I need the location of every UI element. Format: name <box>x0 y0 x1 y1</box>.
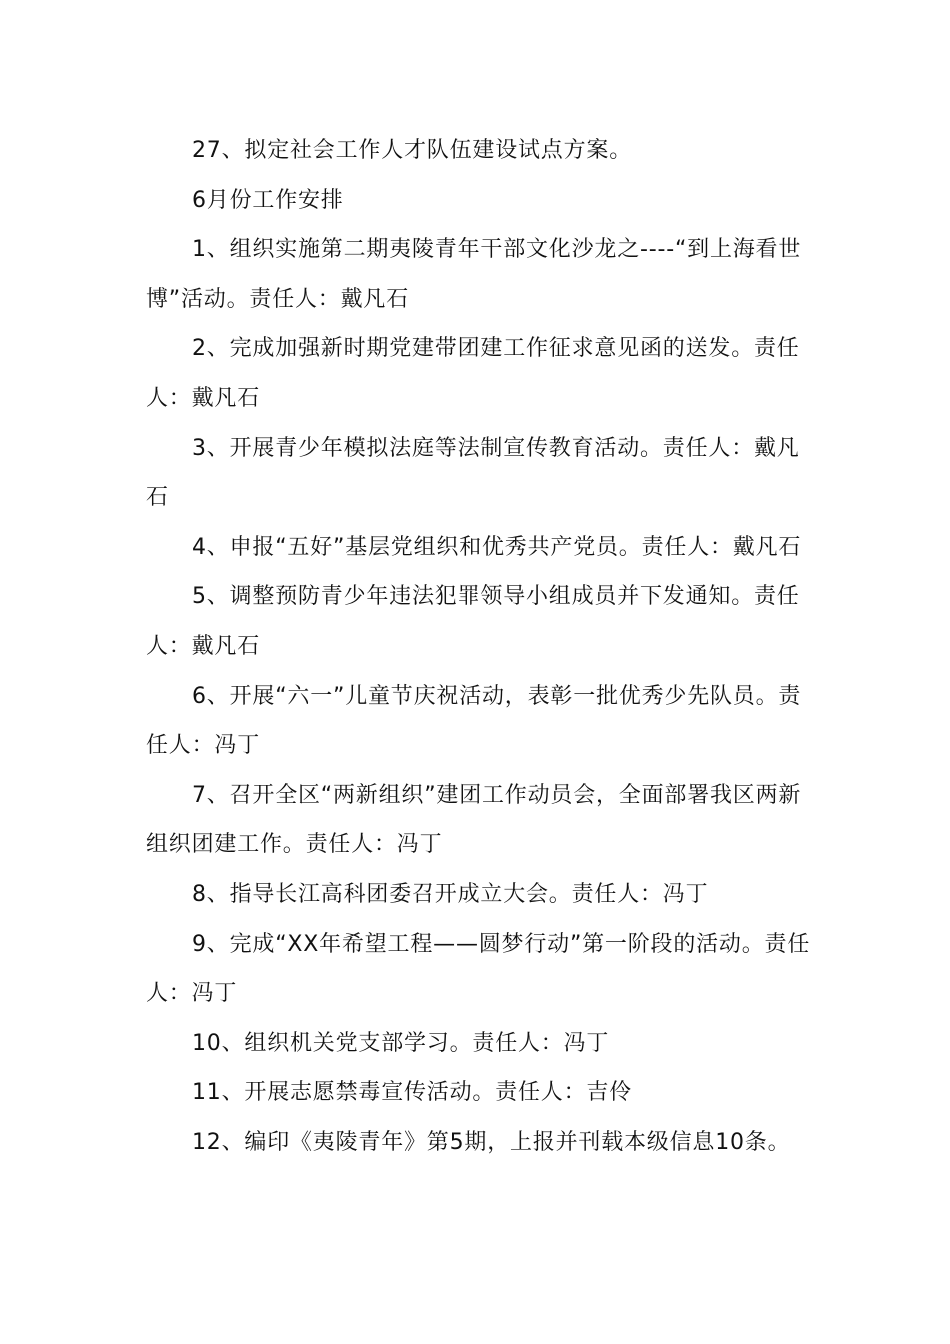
document-body <box>146 126 818 1167</box>
paragraph-item-6: 6、开展“六一”儿童节庆祝活动，表彰一批优秀少先队员。责任人：冯丁 <box>146 683 802 759</box>
paragraph-item-1: 1、组织实施第二期夷陵青年干部文化沙龙之----“到上海看世博”活动。责任人：戴凡石 <box>146 237 802 312</box>
paragraph-item-3: 3、开展青少年模拟法庭等法制宣传教育活动。责任人：戴凡石 <box>146 435 800 511</box>
paragraph-item-4: 4、申报“五好”基层党组织和优秀共产党员。责任人：戴凡石 <box>192 534 802 560</box>
section-heading-june-plan: 6月份工作安排 <box>192 187 344 213</box>
paragraph-item-12: 12、编印《夷陵青年》第5期，上报并刊载本级信息10条。 <box>192 1129 791 1155</box>
paragraph-item-5: 5、调整预防青少年违法犯罪领导小组成员并下发通知。责任人：戴凡石 <box>146 584 800 659</box>
paragraph-item-11: 11、开展志愿禁毒宣传活动。责任人：吉伶 <box>192 1080 632 1106</box>
paragraph-item-9: 9、完成“XX年希望工程——圆梦行动”第一阶段的活动。责任人：冯丁 <box>146 931 811 1007</box>
paragraph-item-10: 10、组织机关党支部学习。责任人：冯丁 <box>192 1030 610 1056</box>
paragraph-item-7: 7、召开全区“两新组织”建团工作动员会，全面部署我区两新组织团建工作。责任人：冯丁 <box>146 782 802 858</box>
paragraph-item-8: 8、指导长江高科团委召开成立大会。责任人：冯丁 <box>192 881 709 907</box>
paragraph-item-2: 2、完成加强新时期党建带团建工作征求意见函的送发。责任人：戴凡石 <box>146 336 800 411</box>
paragraph-item-27: 27、拟定社会工作人才队伍建设试点方案。 <box>192 138 632 163</box>
